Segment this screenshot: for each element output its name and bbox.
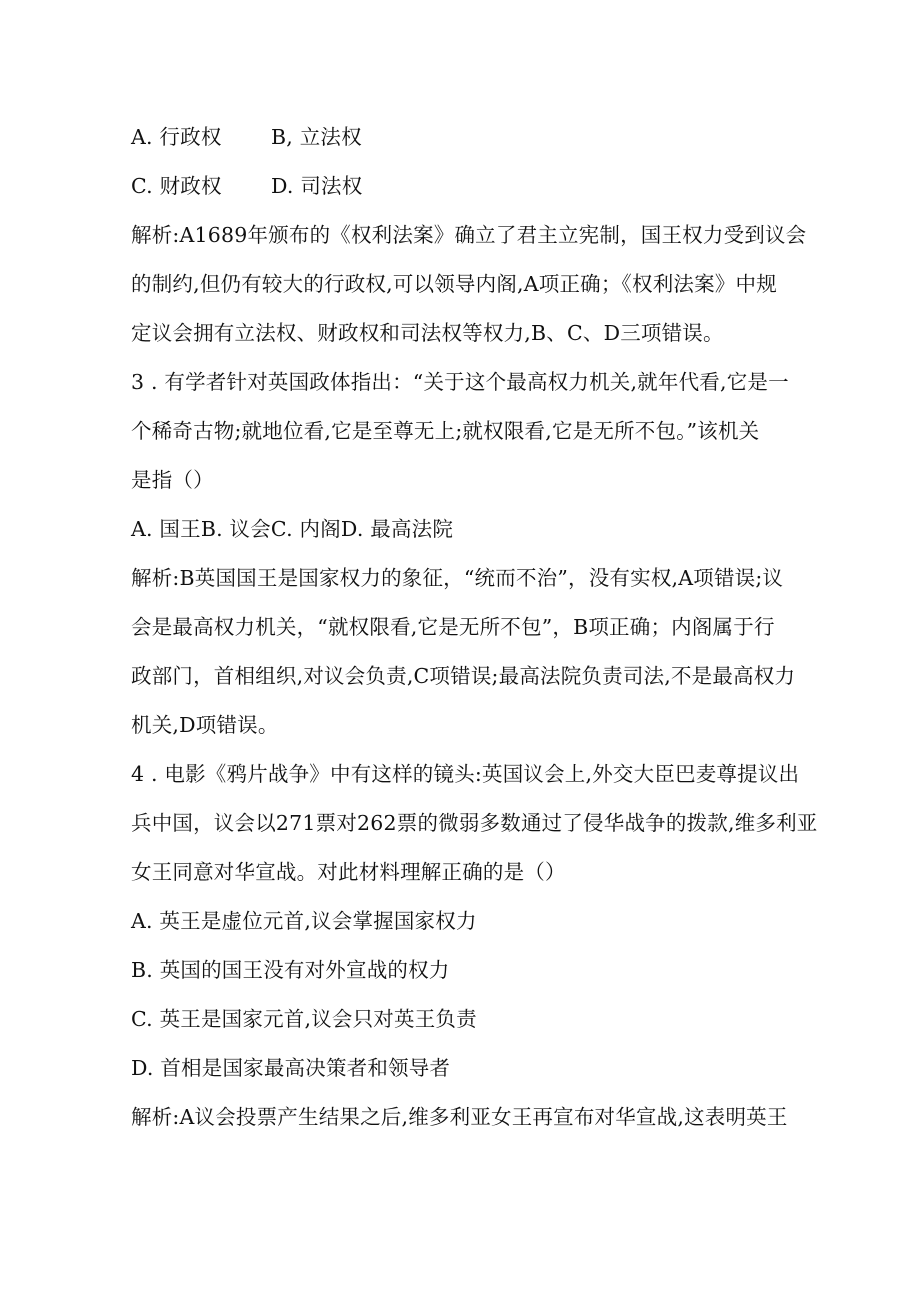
q4-stem-line: 女王同意对华宣战。对此材料理解正确的是（） xyxy=(131,860,566,884)
q4-option-a: A. 英王是虚位元首,议会掌握国家权力 xyxy=(131,909,477,933)
q2-analysis-line: 解析:A1689年颁布的《权利法案》确立了君主立宪制，国王权力受到议会 xyxy=(131,223,807,247)
q2-option-a: A. 行政权 xyxy=(131,125,222,149)
q4-option-b: B. 英国的国王没有对外宣战的权力 xyxy=(131,958,450,982)
q3-analysis-line: 机关,D项错误。 xyxy=(131,713,279,737)
q3-stem-line: 个稀奇古物;就地位看,它是至尊无上;就权限看,它是无所不包。”该机关 xyxy=(131,419,760,443)
q3-stem-line: 是指（） xyxy=(131,468,214,492)
q2-options-row1 xyxy=(131,123,362,151)
q4-stem-line: 4 . 电影《鸦片战争》中有这样的镜头:英国议会上,外交大臣巴麦尊提议出 xyxy=(131,762,800,786)
q3-analysis-line: 政部门，首相组织,对议会负责,C项错误;最高法院负责司法,不是最高权力 xyxy=(131,664,796,688)
q4-stem-line: 兵中国，议会以271票对262票的微弱多数通过了侵华战争的拨款,维多利亚 xyxy=(131,811,818,835)
q2-option-b: B, 立法权 xyxy=(271,125,362,149)
q4-option-d: D. 首相是国家最高决策者和领导者 xyxy=(131,1056,451,1080)
q3-stem-line: 3 . 有学者针对英国政体指出：“关于这个最高权力机关,就年代看,它是一 xyxy=(131,370,789,394)
q4-analysis-line: 解析:A议会投票产生结果之后,维多利亚女王再宣布对华宣战,这表明英王 xyxy=(131,1105,788,1129)
q3-analysis-line: 会是最高权力机关，“就权限看,它是无所不包”，B项正确；内阁属于行 xyxy=(131,615,775,639)
q2-analysis-line: 的制约,但仍有较大的行政权,可以领导内阁,A项正确；《权利法案》中规 xyxy=(131,272,777,296)
q2-analysis-line: 定议会拥有立法权、财政权和司法权等权力,B、C、D三项错误。 xyxy=(131,321,724,345)
q3-analysis-line: 解析:B英国国王是国家权力的象征，“统而不治”，没有实权,A项错误;议 xyxy=(131,566,784,590)
q2-option-c: C. 财政权 xyxy=(131,174,222,198)
q3-options: A. 国王B. 议会C. 内阁D. 最高法院 xyxy=(131,517,454,541)
q2-option-d: D. 司法权 xyxy=(271,174,363,198)
q4-option-c: C. 英王是国家元首,议会只对英王负责 xyxy=(131,1007,477,1031)
q2-options-row2 xyxy=(131,172,362,200)
